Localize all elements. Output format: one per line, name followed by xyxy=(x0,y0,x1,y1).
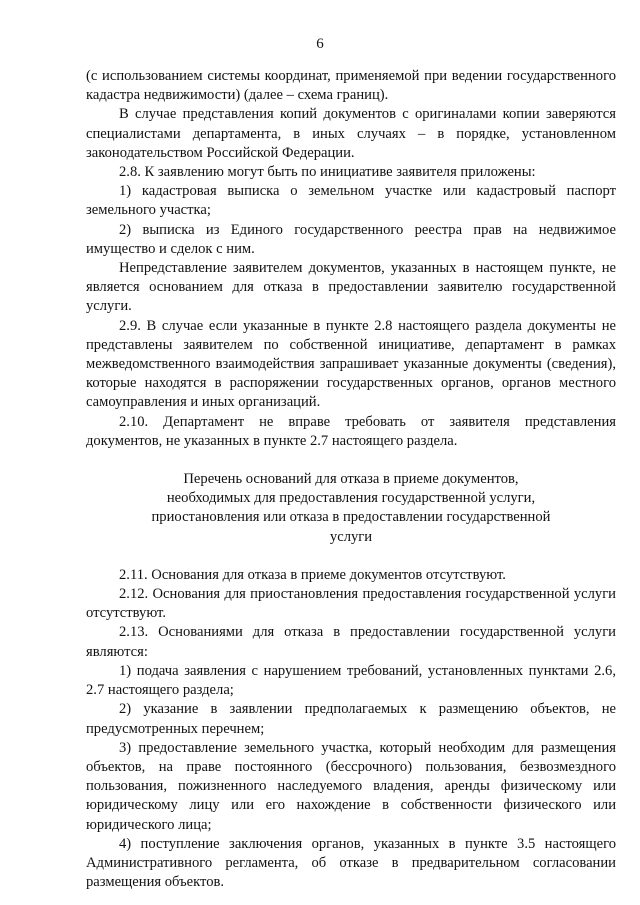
document-body xyxy=(86,67,616,892)
paragraph-continuation: (с использованием системы координат, применяемой при ведении государственного кадастра недвижимости) (далее – схема границ). xyxy=(86,68,616,104)
paragraph-copies-certification: В случае представления копий документов с оригиналами копии заверяются специалистами департамента, в иных случаях – в порядке, установленном законодательством Российской Федерации. xyxy=(86,106,616,161)
paragraph-2-9: 2.9. В случае если указанные в пункте 2.8 настоящего раздела документы не представлены заявителем по собственной инициативе, департамент в рамках межведомственного взаимодействия запрашивает указанные документы (сведения), которые находятся в распоряжении государственных органов, органов местного самоуправления и иных организаций. xyxy=(86,317,616,411)
page-number: 6 xyxy=(316,36,324,52)
paragraph-2-12: 2.12. Основания для приостановления предоставления государственной услуги отсутствуют. xyxy=(86,586,616,622)
list-item-2-13-1: 1) подача заявления с нарушением требований, установленных пунктами 2.6, 2.7 настоящего раздела; xyxy=(86,662,616,699)
section-heading-line: необходимых для предоставления государственной услуги, xyxy=(166,490,536,507)
list-item-2-13-4: 4) поступление заключения органов, указанных в пункте 3.5 настоящего Административного регламента, об отказе в предварительном согласовании размещения объектов. xyxy=(86,835,616,891)
list-item-2-13-2: 2) указание в заявлении предполагаемых к размещению объектов, не предусмотренных перечнем; xyxy=(86,701,616,737)
paragraph-2-13: 2.13. Основаниями для отказа в предоставлении государственной услуги являются: xyxy=(86,624,616,660)
section-heading-line: приостановления или отказа в предоставлении государственной xyxy=(151,509,551,526)
paragraph-non-submission: Непредставление заявителем документов, указанных в настоящем пункте, не является основанием для отказа в предоставлении заявителю государственной услуги. xyxy=(86,260,616,315)
paragraph-2-10: 2.10. Департамент не вправе требовать от заявителя представления документов, не указанных в пункте 2.7 настоящего раздела. xyxy=(86,413,616,449)
list-item-2-8-1: 1) кадастровая выписка о земельном участке или кадастровый паспорт земельного участка; xyxy=(86,183,616,219)
paragraph-2-8: 2.8. К заявлению могут быть по инициативе заявителя приложены: xyxy=(119,164,536,181)
section-heading xyxy=(86,470,616,547)
paragraph-2-11: 2.11. Основания для отказа в приеме документов отсутствуют. xyxy=(119,566,506,583)
section-heading-line: услуги xyxy=(329,528,373,545)
list-item-2-8-2: 2) выписка из Единого государственного реестра прав на недвижимое имущество и сделок с ним. xyxy=(86,221,616,257)
section-heading-line: Перечень оснований для отказа в приеме документов, xyxy=(183,471,519,488)
list-item-2-13-3: 3) предоставление земельного участка, который необходим для размещения объектов, на праве постоянного (бессрочного) пользования, безвозмездного пользования, пожизненного наследуемого владения, аренды физическому или юридическому лицу или его нахождение в собственности физического или юридического лица; xyxy=(86,739,616,833)
